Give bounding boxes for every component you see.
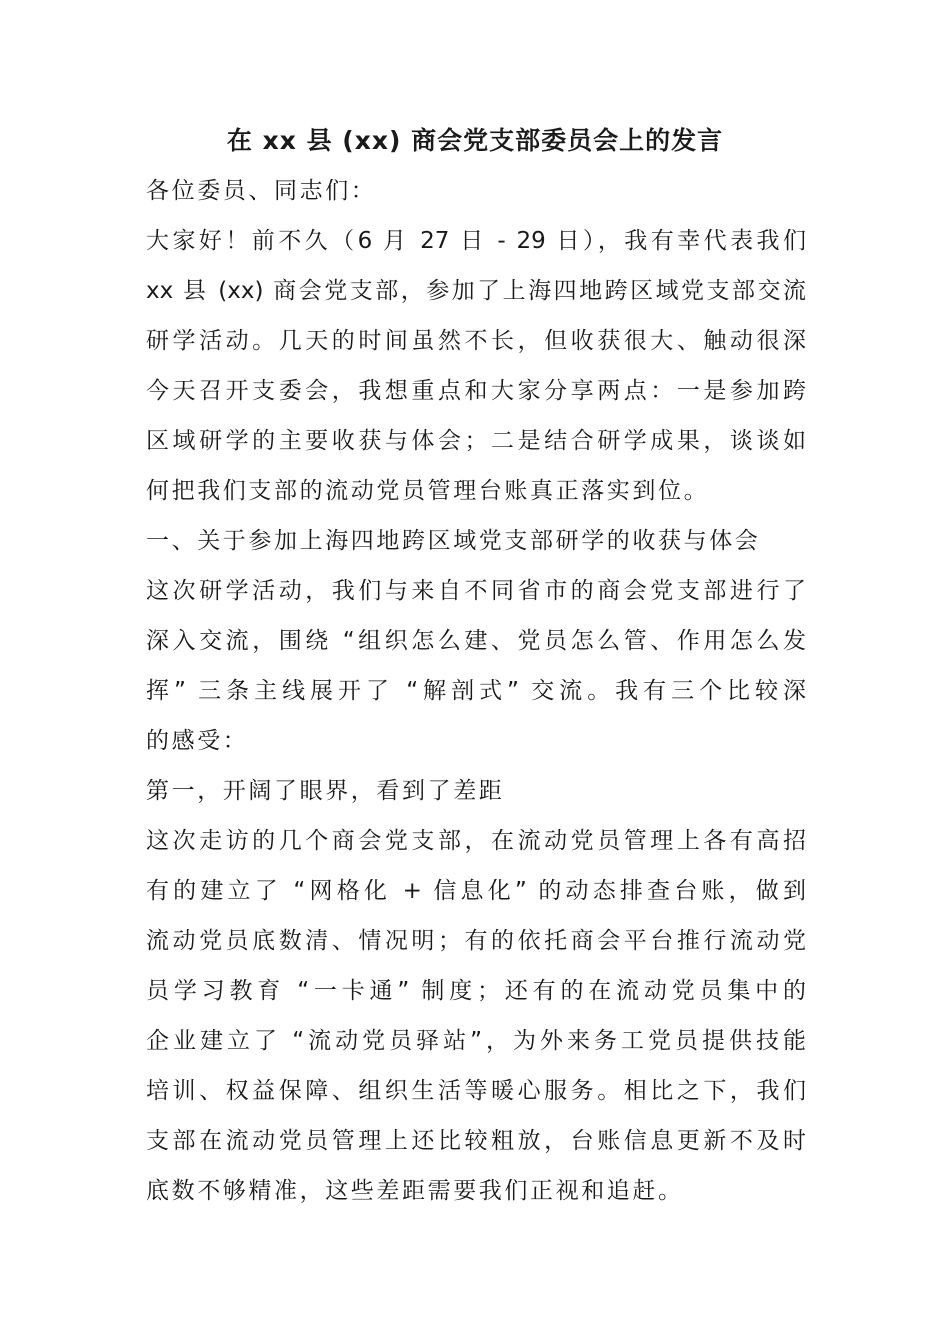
paragraph-line: 这次研学活动，我们与来自不同省市的商会党支部进行了 [146,578,806,604]
paragraph-line: 何把我们支部的流动党员管理台账真正落实到位。 [146,478,710,504]
paragraph-line: 流动党员底数清、情况明；有的依托商会平台推行流动党 [146,928,806,954]
paragraph-line: 有的建立了 “网格化 + 信息化” 的动态排查台账，做到 [146,878,806,904]
paragraph-line: 这次走访的几个商会党支部，在流动党员管理上各有高招 [146,828,806,854]
paragraph-line: 区域研学的主要收获与体会；二是结合研学成果，谈谈如 [146,428,806,454]
paragraph-line: 今天召开支委会，我想重点和大家分享两点：一是参加跨 [146,378,806,404]
paragraph-line: 研学活动。几天的时间虽然不长，但收获很大、触动很深 [146,328,806,354]
paragraph-line: 的感受： [146,728,249,754]
paragraph-line: 挥” 三条主线展开了 “解剖式” 交流。我有三个比较深 [146,678,806,704]
paragraph-line: xx 县 (xx) 商会党支部，参加了上海四地跨区域党支部交流 [146,278,806,304]
paragraph-line: 深入交流，围绕 “组织怎么建、党员怎么管、作用怎么发 [146,628,806,654]
paragraph-line: 支部在流动党员管理上还比较粗放，台账信息更新不及时 [146,1128,806,1154]
paragraph-line: 培训、权益保障、组织生活等暖心服务。相比之下，我们 [146,1078,806,1104]
subsection-heading: 第一，开阔了眼界，看到了差距 [146,778,505,804]
paragraph-line: 底数不够精准，这些差距需要我们正视和追赶。 [146,1178,684,1204]
paragraph-line: 企业建立了 “流动党员驿站”，为外来务工党员提供技能 [146,1028,806,1054]
document-title: 在 xx 县 (xx) 商会党支部委员会上的发言 [226,126,724,155]
section-heading: 一、关于参加上海四地跨区域党支部研学的收获与体会 [146,528,761,554]
paragraph-line: 大家好！前不久（6 月 27 日 - 29 日），我有幸代表我们 [146,228,806,254]
paragraph-line: 员学习教育 “一卡通” 制度；还有的在流动党员集中的 [146,978,806,1004]
paragraph-line-salutation: 各位委员、同志们： [146,178,377,204]
